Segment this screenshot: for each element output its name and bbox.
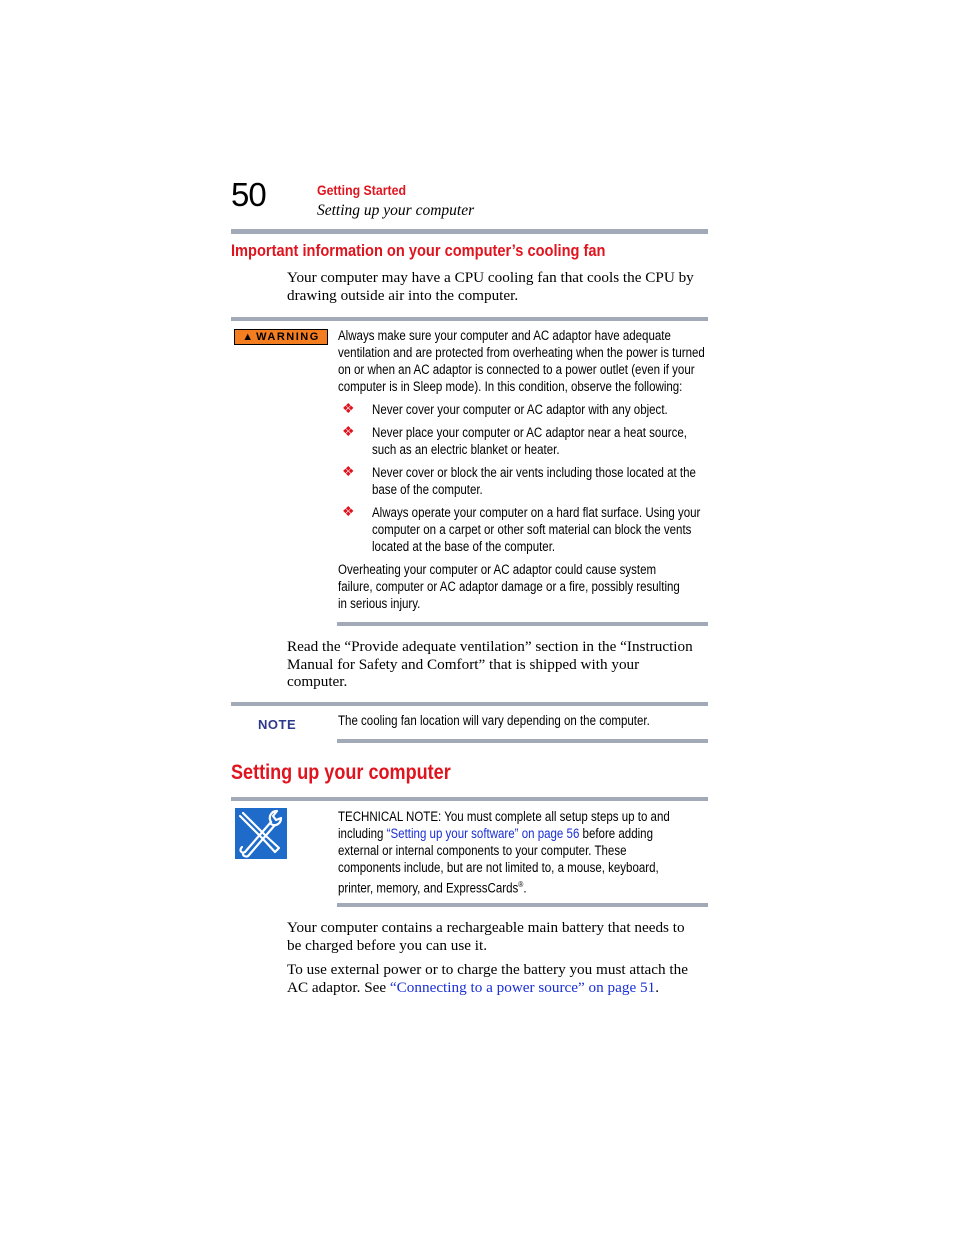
note-top-rule <box>231 702 708 706</box>
read-more-paragraph: Read the “Provide adequate ventilation” section in the “Instruction Manual for Safety and Comfort” that is shipped with your computer. <box>287 638 693 690</box>
warning-top-rule <box>231 317 708 321</box>
note-label: NOTE <box>258 717 297 732</box>
warning-closing: Overheating your computer or AC adaptor could cause system failure, computer or AC adaptor damage or a fire, possibly resulting in serious injury. <box>338 562 680 611</box>
warning-badge: ▲ WARNING <box>234 329 328 345</box>
cooling-fan-intro: Your computer may have a CPU cooling fan that cools the CPU by drawing outside air into the computer. <box>287 269 694 304</box>
diamond-bullet-icon: ❖ <box>342 505 355 520</box>
diamond-bullet-icon: ❖ <box>342 425 355 440</box>
diamond-bullet-icon: ❖ <box>342 465 355 480</box>
header-rule <box>231 229 708 234</box>
wrench-icon <box>235 808 287 859</box>
tech-note-bottom-rule <box>337 903 708 907</box>
power-paragraph: To use external power or to charge the battery you must attach the AC adaptor. See “Connecting to a power source” on page 51. <box>287 961 688 996</box>
battery-paragraph: Your computer contains a rechargeable main battery that needs to be charged before you can use it. <box>287 919 685 954</box>
warning-intro: Always make sure your computer and AC adaptor have adequate ventilation and are protected from overheating when the power is turned on or when an AC adaptor is connected to a power outlet (even if your computer is in Sleep mode). In this condition, observe the following: <box>338 328 705 394</box>
technical-note: TECHNICAL NOTE: You must complete all setup steps up to and including “Setting up your software” on page 56 before adding external or internal components to your computer. These components include, but are not limited to, a mouse, keyboard, printer, memory, and ExpressCards®. <box>338 809 670 896</box>
setting-up-software-link[interactable]: “Setting up your software” on page 56 <box>386 826 580 841</box>
warning-bottom-rule <box>337 622 708 626</box>
page-number: 50 <box>231 176 266 213</box>
section-subtitle: Setting up your computer <box>317 202 475 219</box>
connecting-power-source-link[interactable]: “Connecting to a power source” on page 51 <box>389 978 656 996</box>
note-text: The cooling fan location will vary depending on the computer. <box>338 713 650 728</box>
cooling-fan-heading: Important information on your computer’s cooling fan <box>231 241 606 260</box>
diamond-bullet-icon: ❖ <box>342 402 355 417</box>
setup-heading: Setting up your computer <box>231 761 451 784</box>
chapter-title: Getting Started <box>317 182 406 198</box>
tech-note-top-rule <box>231 797 708 801</box>
warning-triangle-icon: ▲ <box>242 331 254 343</box>
note-bottom-rule <box>337 739 708 743</box>
